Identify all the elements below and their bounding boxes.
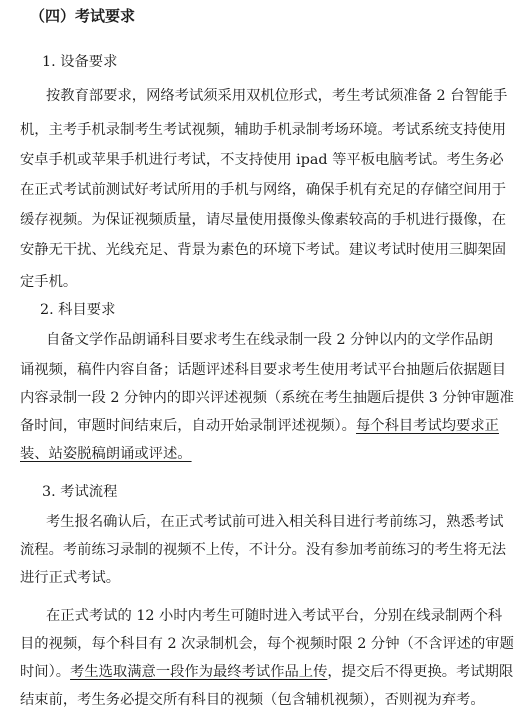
heading-equipment: 1. 设备要求 — [42, 54, 118, 70]
paragraph-line-mixed — [20, 662, 513, 682]
paragraph-line: 在正式考试前测试好考试所用的手机与网络，确保手机有充足的存储空间用于 — [20, 182, 507, 198]
paragraph-line: 流程。考前练习录制的视频不上传，不计分。没有参加考前练习的考生将无法 — [20, 542, 507, 558]
paragraph-line-mixed — [20, 416, 499, 436]
underlined-requirement: 每个科目考试均要求正 — [355, 418, 499, 434]
paragraph-line: 缓存视频。为保证视频质量，请尽量使用摄像头像素较高的手机进行摄像，在 — [20, 212, 507, 228]
paragraph-line: 诵视频，稿件内容自备；话题评述科目要求考生使用考试平台抽题后依据题目 — [20, 362, 507, 378]
paragraph-line: 内容录制一段 2 分钟内的即兴评述视频（系统在考生抽题后提供 3 分钟审题准 — [20, 390, 514, 406]
paragraph-line: 安卓手机或苹果手机进行考试，不支持使用 ipad 等平板电脑考试。考生务必 — [20, 152, 504, 168]
paragraph-line: 机，主考手机录制考生考试视频，辅助手机录制考场环境。考试系统支持使用 — [20, 122, 507, 138]
paragraph-text: 备时间，审题时间结束后，自动开始录制评述视频）。 — [20, 418, 356, 434]
paragraph-text: 时间）。 — [20, 664, 71, 680]
paragraph-line: 目的视频，每个科目有 2 次录制机会，每个视频时限 2 分钟（不含评述的审题 — [20, 636, 514, 652]
paragraph-line: 自备文学作品朗诵科目要求考生在线录制一段 2 分钟以内的文学作品朗 — [46, 332, 494, 348]
paragraph-text: ，提交后不得更换。考试期限 — [327, 664, 514, 680]
paragraph-line: 进行正式考试。 — [20, 570, 121, 586]
paragraph-line: 结束前，考生务必提交所有科目的视频（包含辅机视频），否则视为弃考。 — [20, 692, 485, 708]
heading-process: 3. 考试流程 — [42, 484, 118, 500]
paragraph-line: 考生报名确认后，在正式考试前可进入相关科目进行考前练习，熟悉考试 — [46, 514, 504, 530]
underlined-rule: 考生选取满意一段作为最终考试作品上传 — [70, 664, 328, 680]
paragraph-line-underlined — [20, 444, 192, 464]
underlined-requirement-cont: 装、站姿脱稿朗诵或评述。 — [20, 446, 192, 462]
paragraph-line: 安静无干扰、光线充足、背景为素色的环境下考试。建议考试时使用三脚架固 — [20, 242, 507, 258]
heading-subjects: 2. 科目要求 — [40, 302, 116, 318]
paragraph-line: 定手机。 — [20, 274, 78, 290]
paragraph-line: 在正式考试的 12 小时内考生可随时进入考试平台，分别在线录制两个科 — [46, 608, 503, 624]
paragraph-line: 按教育部要求，网络考试须采用双机位形式，考生考试须准备 2 台智能手 — [46, 88, 508, 104]
section-title: （四）考试要求 — [30, 7, 136, 25]
